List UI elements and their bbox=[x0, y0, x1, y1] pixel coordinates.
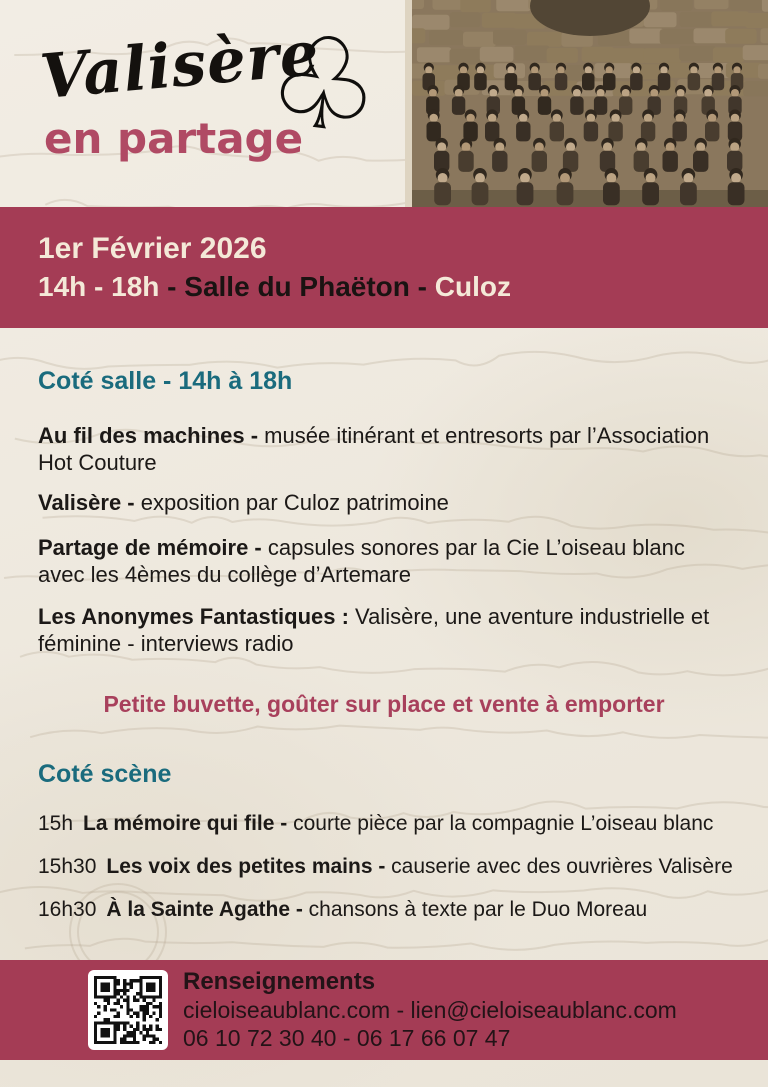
event-venue: Salle du Phaëton bbox=[184, 271, 410, 303]
program-item bbox=[38, 603, 730, 657]
program-item bbox=[38, 489, 730, 516]
schedule-item bbox=[38, 853, 733, 880]
contact-footer bbox=[0, 960, 768, 1060]
qr-code bbox=[88, 970, 168, 1050]
program-item-desc: capsules sonores par la Cie L’oiseau blanc avec les 4èmes du collège d’Artemare bbox=[38, 535, 685, 587]
program-item bbox=[38, 534, 730, 588]
date-venue-banner bbox=[0, 207, 768, 328]
contact-web-email: cieloiseaublanc.com - lien@cieloiseaublanc.com bbox=[183, 997, 677, 1023]
program-item-title: Au fil des machines - bbox=[38, 423, 259, 448]
schedule-title: À la Sainte Agathe - bbox=[106, 898, 303, 921]
program-item-title: Valisère - bbox=[38, 490, 135, 515]
schedule-time: 15h bbox=[38, 812, 74, 835]
schedule-desc: causerie avec des ouvrières Valisère bbox=[385, 855, 733, 878]
program-item-title: Les Anonymes Fantastiques : bbox=[38, 604, 349, 629]
program-item-title: Partage de mémoire - bbox=[38, 535, 262, 560]
contact-info bbox=[183, 968, 677, 1052]
schedule-time: 16h30 bbox=[38, 898, 97, 921]
program-item-desc: musée itinérant et entresorts par l’Association Hot Couture bbox=[38, 423, 710, 475]
poster-header bbox=[0, 0, 768, 207]
valisere-logo bbox=[0, 0, 405, 207]
poster-body bbox=[0, 328, 768, 923]
schedule-title: Les voix des petites mains - bbox=[106, 855, 386, 878]
schedule-item bbox=[38, 810, 730, 837]
section-heading-scene: Coté scène bbox=[38, 760, 172, 788]
contact-heading: Renseignements bbox=[183, 968, 376, 995]
schedule-desc: courte pièce par la compagnie L’oiseau blanc bbox=[287, 812, 714, 835]
schedule-time: 15h30 bbox=[38, 855, 97, 878]
program-item bbox=[38, 422, 730, 476]
section-heading-salle: Coté salle - 14h à 18h bbox=[38, 367, 293, 395]
event-city: Culoz bbox=[434, 271, 511, 303]
club-icon: ♧ bbox=[259, 4, 390, 165]
separator: - bbox=[159, 271, 185, 303]
schedule-desc: chansons à texte par le Duo Moreau bbox=[302, 898, 648, 921]
event-time-venue bbox=[38, 272, 768, 303]
logo-title: Valisère bbox=[37, 17, 323, 114]
program-item-desc: exposition par Culoz patrimoine bbox=[134, 490, 449, 515]
logo-subtitle: en partage bbox=[44, 114, 304, 163]
buvette-note: Petite buvette, goûter sur place et vente à emporter bbox=[103, 691, 665, 717]
program-item-desc: Valisère, une aventure industrielle et féminine - interviews radio bbox=[38, 604, 710, 656]
schedule-item bbox=[38, 896, 730, 923]
schedule-title: La mémoire qui file - bbox=[83, 812, 288, 835]
event-time: 14h - 18h bbox=[38, 271, 160, 303]
separator: - bbox=[409, 271, 435, 303]
contact-phones: 06 10 72 30 40 - 06 17 66 07 47 bbox=[183, 1025, 511, 1051]
event-date: 1er Février 2026 bbox=[38, 232, 267, 266]
archive-group-photo bbox=[405, 0, 768, 207]
